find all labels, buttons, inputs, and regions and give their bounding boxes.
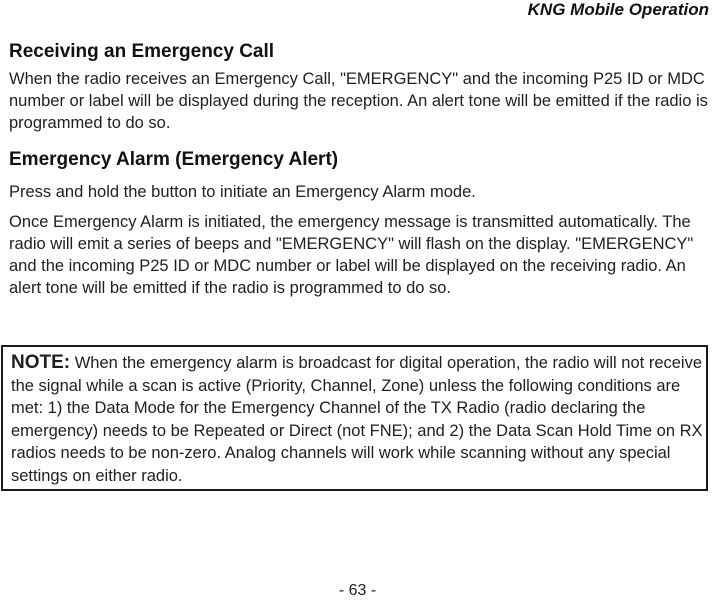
note-body: When the emergency alarm is broadcast for digital operation, the radio will not receive the signal while a scan is active (Priority, Channel, Zone) unless the following conditions are met: 1) the Data Mode for the Emergency Channel of the TX Radio (radio declaring the emergency) needs to be Repeated or Direct (not FNE); and 2) the Data Scan Hold Time on RX radios needs to be non-zero. Analog channels will work while scanning without any special settings on either radio. (11, 354, 703, 485)
note-label: NOTE: (11, 352, 71, 373)
paragraph-receiving-emergency-call: When the radio receives an Emergency Call, "EMERGENCY" and the incoming P25 ID or MDC number or label will be displayed during the reception. An alert tone will be emitted if the radio is programmed to do so. (9, 70, 708, 132)
page-header-title: KNG Mobile Operation (527, 0, 709, 19)
note-box (1, 345, 708, 491)
paragraph-emergency-alarm-initiated: Once Emergency Alarm is initiated, the emergency message is transmitted automatically. The radio will emit a series of beeps and "EMERGENCY" will flash on the display. "EMERGENCY" and the incoming P25 ID or MDC number or label will be displayed on the receiving radio. An alert tone will be emitted if the radio is programmed to do so. (9, 213, 694, 297)
paragraph-press-and-hold: Press and hold the button to initiate an Emergency Alarm mode. (9, 183, 476, 201)
section-heading-emergency-alarm: Emergency Alarm (Emergency Alert) (9, 149, 339, 170)
note-text (11, 352, 707, 487)
page-number: - 63 - (338, 582, 377, 599)
section-heading-receiving-emergency-call: Receiving an Emergency Call (9, 41, 275, 62)
